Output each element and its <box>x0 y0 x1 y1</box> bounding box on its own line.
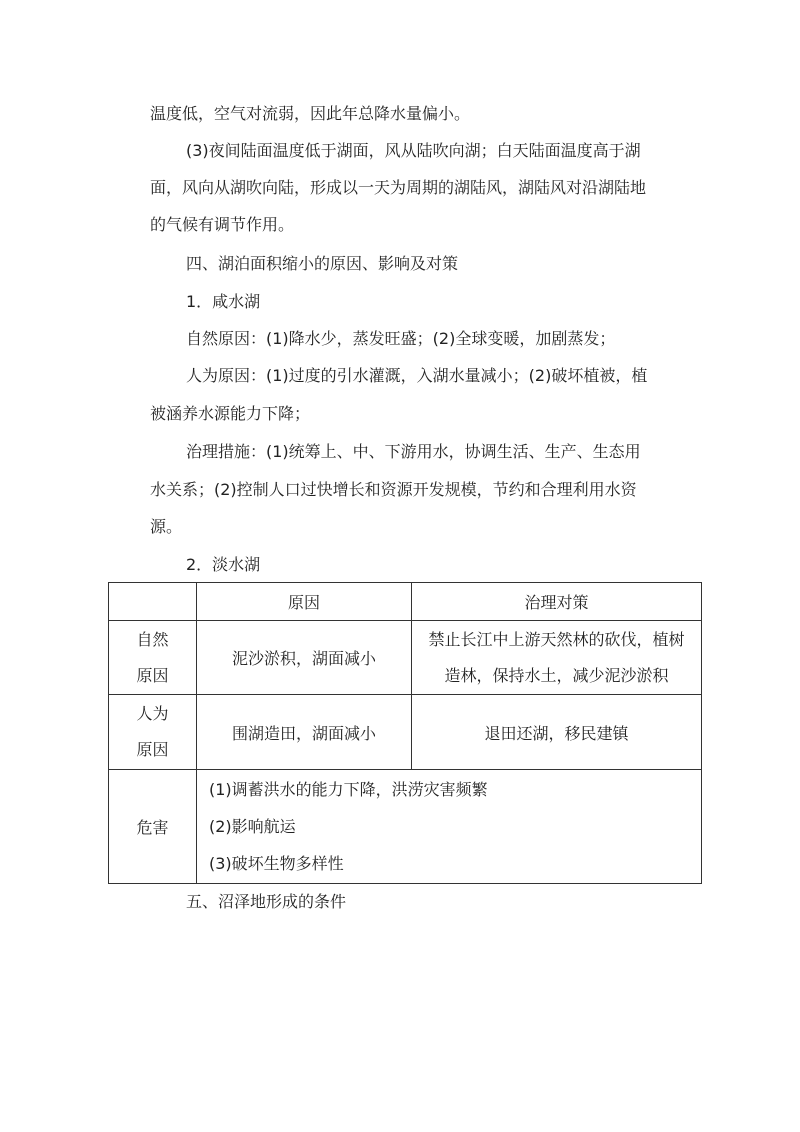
section-heading: 四、湖泊面积缩小的原因、影响及对策 <box>186 254 459 273</box>
row-label-line: 原因 <box>136 740 169 759</box>
table-row <box>109 621 702 695</box>
section-heading: 五、沼泽地形成的条件 <box>186 892 347 911</box>
row-label-human <box>109 695 197 770</box>
measure-line: 造林，保持水土，减少泥沙淤积 <box>444 665 669 685</box>
text-line: 的气候有调节作用。 <box>150 215 295 234</box>
human-cause-cell: 围湖造田，湖面减小 <box>197 695 412 770</box>
subsection-heading: 2．淡水湖 <box>186 555 261 574</box>
table-row <box>109 695 702 770</box>
harm-item: (2)影响航运 <box>209 817 296 836</box>
natural-cause-cell: 泥沙淤积，湖面减小 <box>197 621 412 695</box>
text-line: (3)夜间陆面温度低于湖面，风从陆吹向湖；白天陆面温度高于湖 <box>186 141 641 160</box>
table-row <box>109 770 702 884</box>
row-label-harm: 危害 <box>109 770 197 884</box>
header-measure: 治理对策 <box>412 583 702 621</box>
harm-item: (3)破坏生物多样性 <box>209 854 344 873</box>
text-line: 治理措施：(1)统筹上、中、下游用水，协调生活、生产、生态用 <box>186 442 641 461</box>
row-label-natural <box>109 621 197 695</box>
row-label-line: 自然 <box>136 629 169 649</box>
measure-line: 禁止长江中上游天然林的砍伐，植树 <box>428 629 685 649</box>
text-line: 自然原因：(1)降水少，蒸发旺盛；(2)全球变暖，加剧蒸发； <box>186 329 616 348</box>
header-blank-cell <box>109 583 197 621</box>
text-line: 被涵养水源能力下降； <box>150 404 311 423</box>
human-measure-cell: 退田还湖，移民建镇 <box>412 695 702 770</box>
text-line: 源。 <box>150 517 183 536</box>
text-line: 面，风向从湖吹向陆，形成以一天为周期的湖陆风，湖陆风对沿湖陆地 <box>150 178 647 197</box>
table-header-row <box>109 583 702 621</box>
harm-list-cell <box>197 770 702 884</box>
row-label-line: 人为 <box>136 704 169 723</box>
natural-measure-cell <box>412 621 702 695</box>
text-line: 温度低，空气对流弱，因此年总降水量偏小。 <box>150 104 471 123</box>
row-label-line: 原因 <box>136 665 169 685</box>
freshwater-lake-table <box>108 582 702 884</box>
text-line: 水关系；(2)控制人口过快增长和资源开发规模，节约和合理利用水资 <box>150 480 637 499</box>
text-line: 人为原因：(1)过度的引水灌溉，入湖水量减小；(2)破坏植被，植 <box>186 366 648 385</box>
subsection-heading: 1．咸水湖 <box>186 292 261 311</box>
harm-item: (1)调蓄洪水的能力下降，洪涝灾害频繁 <box>209 780 488 799</box>
header-cause: 原因 <box>197 583 412 621</box>
